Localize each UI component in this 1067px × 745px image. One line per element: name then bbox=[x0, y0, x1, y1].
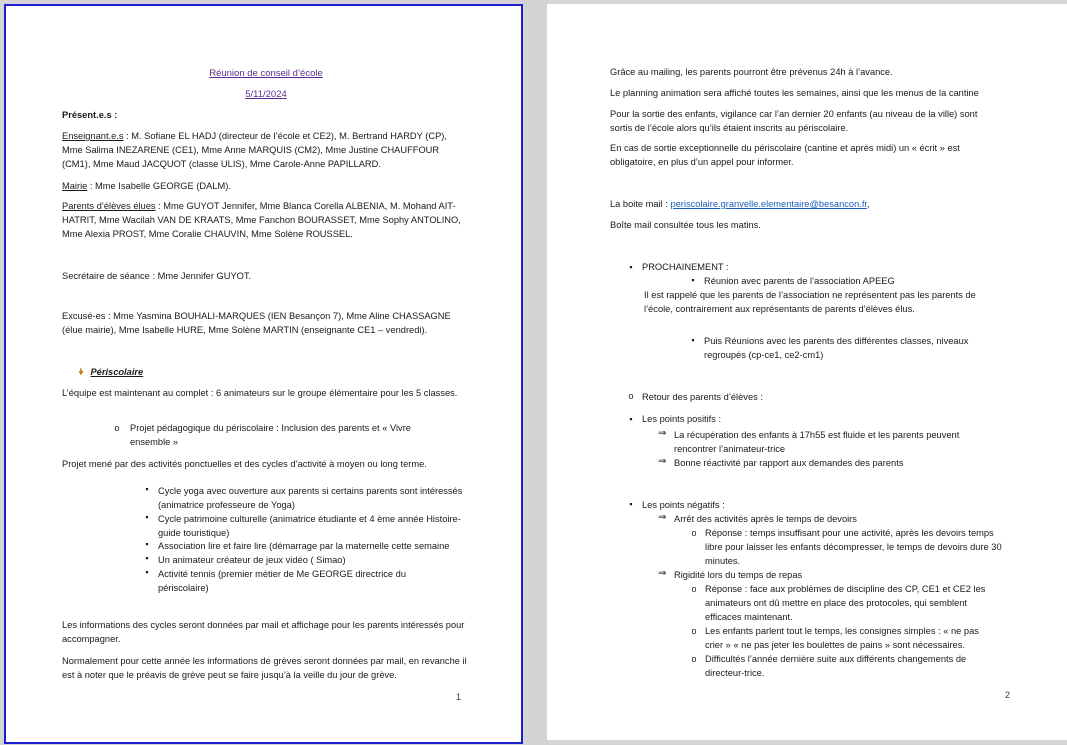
projet-mene-paragraph: Projet mené par des activités ponctuelles et des cycles d’activité à moyen ou long terme. bbox=[62, 459, 427, 469]
sortie-paragraph: Pour la sortie des enfants, vigilance car l’an dernier 20 enfants (au niveau de la ville) sont sortis de l’école alors qu’ils étaient inscrits au périscolaire. bbox=[610, 109, 978, 133]
puis-reunions-item: Puis Réunions avec les parents des différentes classes, niveaux regroupés (cp-ce1, ce2-cm1) bbox=[704, 336, 969, 360]
boite-mail-paragraph bbox=[610, 197, 1000, 211]
page-number: 2 bbox=[1005, 690, 1011, 700]
boite-mail-label: La boite mail : bbox=[610, 199, 671, 209]
square-bullet-icon: ▪ bbox=[145, 553, 149, 563]
rigidite-item: Rigidité lors du temps de repas bbox=[674, 570, 803, 580]
boite-mail-suffix: , bbox=[866, 199, 870, 209]
prochainement-heading: PROCHAINEMENT : bbox=[642, 262, 729, 272]
list-item: Cycle patrimoine culturelle (animatrice étudiante et 4 ème année Histoire- guide touristique) bbox=[158, 514, 461, 538]
positifs-heading: Les points positifs : bbox=[642, 414, 722, 424]
circle-bullet-icon: o bbox=[691, 584, 697, 594]
mairie-paragraph bbox=[62, 179, 470, 193]
square-bullet-icon: ▪ bbox=[691, 335, 695, 345]
presents-heading: Présent.e.s : bbox=[62, 110, 118, 120]
list-item: Bonne réactivité par rapport aux demandes des parents bbox=[674, 458, 904, 468]
circle-bullet-icon: o bbox=[691, 528, 697, 538]
circle-bullet-icon: o bbox=[628, 391, 634, 401]
reunion-apeeg-item: Réunion avec parents de l’association APEEG bbox=[704, 276, 895, 286]
secretaire-paragraph: Secrétaire de séance : Mme Jennifer GUYOT. bbox=[62, 271, 252, 281]
difficultes-item: Difficultés l’année dernière suite aux différents changements de directeur-trice. bbox=[705, 654, 967, 678]
square-bullet-icon: ▪ bbox=[629, 262, 633, 272]
mairie-label: Mairie bbox=[62, 181, 88, 191]
circle-bullet-icon: o bbox=[114, 423, 120, 433]
square-bullet-icon: ▪ bbox=[629, 414, 633, 424]
negatifs-heading: Les points négatifs : bbox=[642, 500, 725, 510]
periscolaire-heading-text: Périscolaire bbox=[90, 367, 144, 377]
square-bullet-icon: ▪ bbox=[691, 275, 695, 285]
reponse-1-item: Réponse : temps insuffisant pour une activité, après les devoirs temps libre pour laisser les enfants décompresser, le temps de devoirs dure 30 minutes. bbox=[705, 528, 1002, 566]
parents-label: Parents d’élèves élues bbox=[62, 201, 156, 211]
document-title: Réunion de conseil d’école bbox=[209, 68, 323, 79]
enfants-parlent-item: Les enfants parlent tout le temps, les consignes simples : « ne pas crier » « ne pas jeter les boulettes de pains » sont nécessaires. bbox=[705, 626, 979, 650]
arrow-bullet-icon: 🠟 bbox=[78, 367, 84, 377]
square-bullet-icon: ▪ bbox=[629, 499, 633, 509]
informations-paragraph: Les informations des cycles seront données par mail et affichage pour les parents intéressés pour accompagner. bbox=[62, 620, 465, 644]
arrow-right-icon: ⇒ bbox=[658, 568, 667, 579]
circle-bullet-icon: o bbox=[691, 626, 697, 636]
arrow-right-icon: ⇒ bbox=[658, 428, 667, 439]
square-bullet-icon: ▪ bbox=[145, 484, 149, 494]
square-bullet-icon: ▪ bbox=[145, 539, 149, 549]
arrow-right-icon: ⇒ bbox=[658, 456, 667, 467]
document-page-2 bbox=[547, 4, 1067, 740]
reponse-2-item: Réponse : face aux problèmes de discipline des CP, CE1 et CE2 les animateurs ont dû mettre en place des protocoles, qui semblent efficaces maintenant. bbox=[705, 584, 986, 622]
list-item: Cycle yoga avec ouverture aux parents si certains parents sont intéressés (animatrice professeure de Yoga) bbox=[158, 486, 463, 510]
circle-bullet-icon: o bbox=[691, 654, 697, 664]
greves-paragraph: Normalement pour cette année les informations de grèves seront données par mail, en revanche il est à noter que le préavis de grève peut se faire jusqu’à la veille du jour de grève. bbox=[62, 656, 467, 680]
exceptionnelle-paragraph: En cas de sortie exceptionnelle du périscolaire (cantine et après midi) un « écrit » est obligatoire, en plus d’un appel pour informer. bbox=[610, 143, 960, 167]
excuses-paragraph: Excusé-es : Mme Yasmina BOUHALI-MARQUES (IEN Besançon 7), Mme Aline CHASSAGNE (élue mairie), Mme Isabelle HURE, Mme Solène MARTIN (enseignante CE1 – vendredi). bbox=[62, 311, 451, 335]
enseignants-paragraph bbox=[62, 129, 470, 171]
list-item: Un animateur créateur de jeux vidéo ( Simao) bbox=[158, 555, 346, 565]
projet-paragraph: Projet pédagogique du périscolaire : Inclusion des parents et « Vivre ensemble » bbox=[130, 423, 411, 447]
list-item: Association lire et faire lire (démarrage par la maternelle cette semaine bbox=[158, 541, 450, 551]
meeting-date: 5/11/2024 bbox=[245, 89, 287, 100]
square-bullet-icon: ▪ bbox=[145, 512, 149, 522]
enseignants-label: Enseignant.e.s bbox=[62, 131, 124, 141]
list-item: La récupération des enfants à 17h55 est fluide et les parents peuvent rencontrer l’animateur-trice bbox=[674, 430, 960, 454]
boite-consultee-paragraph: Boîte mail consultée tous les matins. bbox=[610, 220, 761, 230]
equipe-paragraph: L’équipe est maintenant au complet : 6 animateurs sur le groupe élémentaire pour les 5 classes. bbox=[62, 388, 458, 398]
arrow-right-icon: ⇒ bbox=[658, 512, 667, 523]
page-number: 1 bbox=[456, 692, 462, 702]
arret-item: Arrêt des activités après le temps de devoirs bbox=[674, 514, 857, 524]
mailing-paragraph: Grâce au mailing, les parents pourront être prévenus 24h à l’avance. bbox=[610, 67, 893, 77]
mairie-text: : Mme Isabelle GEORGE (DALM). bbox=[87, 181, 231, 191]
enseignants-text: : M. Sofiane EL HADJ (directeur de l’école et CE2), M. Bertrand HARDY (CP), Mme Salima INEZARENE (CE1), Mme Anne MARQUIS (CM2), Mme Justine CHAUFFOUR (CM1), Mme Maud JACQUOT (classe ULIS), Mme Carole-Anne PAPILLARD. bbox=[62, 131, 447, 169]
email-link[interactable]: periscolaire.granvelle.elementaire@besancon.fr bbox=[670, 199, 867, 209]
rappel-paragraph: Il est rappelé que les parents de l’association ne représentent pas les parents de l’école, contrairement aux représentants de parents d’élèves élus. bbox=[644, 290, 976, 314]
document-page-1 bbox=[4, 4, 523, 744]
retour-heading: Retour des parents d’élèves : bbox=[642, 392, 763, 402]
parents-paragraph bbox=[62, 199, 470, 241]
periscolaire-heading bbox=[78, 365, 486, 379]
list-item: Activité tennis (premier métier de Me GEORGE directrice du périscolaire) bbox=[158, 569, 406, 593]
planning-paragraph: Le planning animation sera affiché toutes les semaines, ainsi que les menus de la cantine bbox=[610, 88, 979, 98]
square-bullet-icon: ▪ bbox=[145, 567, 149, 577]
parents-text: : Mme GUYOT Jennifer, Mme Blanca Corella ALBENIA, M. Mohand AIT-HATRIT, Mme Wacilah VAN DE KRAATS, Mme Fanchon BOURASSET, Mme Sophy ANTOLINO, Mme Alexia PROST, Mme Coralie CHAUVIN, Mme Solène ROUSSEL. bbox=[62, 201, 461, 239]
